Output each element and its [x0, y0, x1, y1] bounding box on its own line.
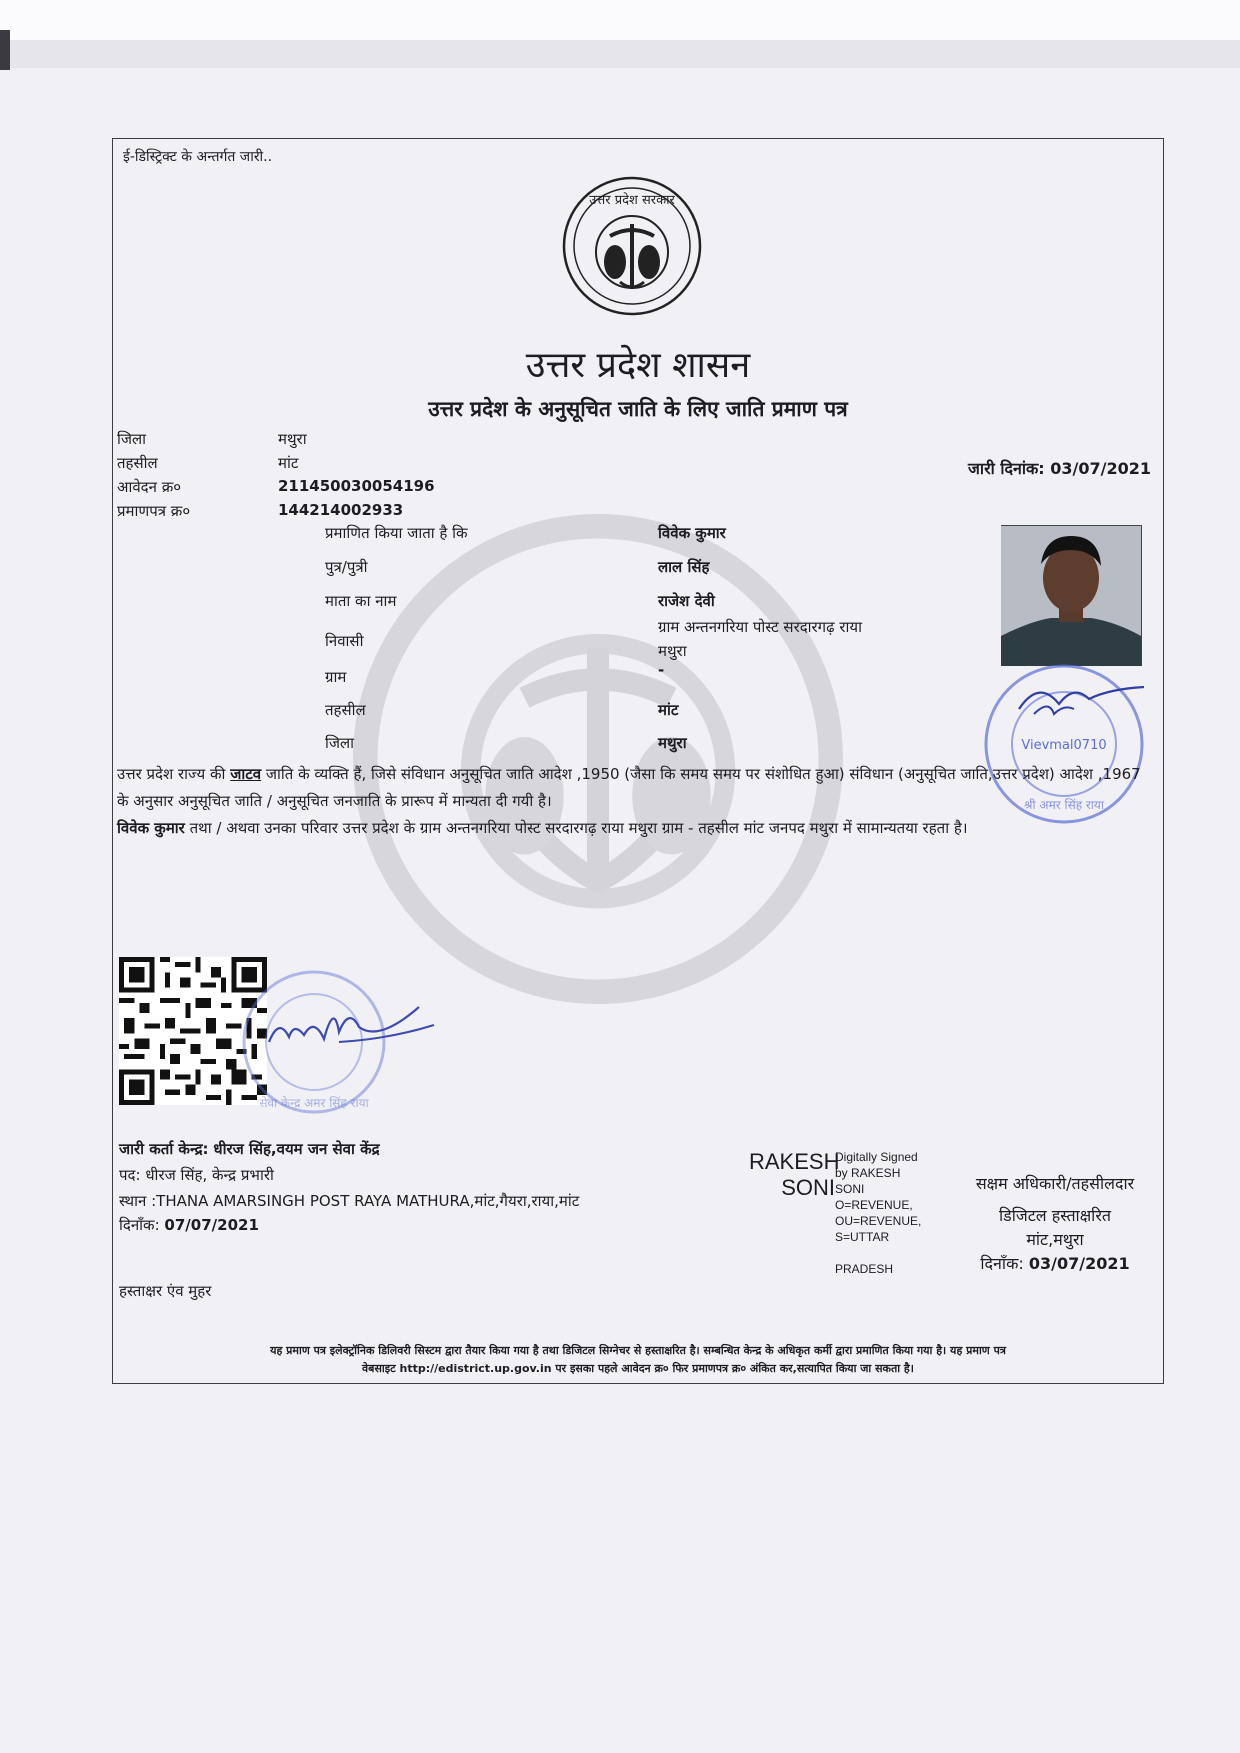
- detail-tehsil-value: मांट: [658, 701, 679, 719]
- caste-statement: [117, 761, 1147, 815]
- tehsil-label: तहसील: [117, 454, 158, 472]
- officer-date-value: 03/07/2021: [1028, 1254, 1130, 1273]
- issuer-date-label: दिनाँक:: [119, 1216, 160, 1234]
- residence-statement-text: तथा / अथवा उनका परिवार उत्तर प्रदेश के ग्राम अन्तनगरिया पोस्ट सरदारगढ़ राया मथुरा ग्राम - तहसील मांट जनपद मथुरा में सामान्यतया रहता है।: [184, 819, 968, 837]
- footer-line2: वेबसाइट http://edistrict.up.gov.in पर इसका पहले आवेदन क्र० फिर प्रमाणपत्र क्र० अंकित कर,सत्यापित किया जा सकता है।: [362, 1362, 914, 1375]
- scan-edge-shadow: [0, 40, 1240, 68]
- mother-label: माता का नाम: [325, 592, 397, 610]
- issuer-place: [119, 1191, 579, 1211]
- village-label: ग्राम: [325, 668, 347, 686]
- svg-text:Vievmal0710: Vievmal0710: [1021, 738, 1107, 753]
- application-label: आवेदन क्र०: [117, 478, 182, 496]
- issue-date: [968, 457, 1151, 479]
- watermark-emblem: [353, 509, 843, 1009]
- tehsil-value: मांट: [278, 454, 299, 472]
- detail-tehsil-label: तहसील: [325, 701, 366, 719]
- issuing-center-value: धीरज सिंह,वयम जन सेवा केंद्र: [213, 1140, 380, 1158]
- village-value: -: [658, 661, 665, 679]
- resident-address-line2: मथुरा: [658, 642, 687, 660]
- district-label: जिला: [117, 430, 147, 448]
- digital-signature-details: Digitally Signed by RAKESH SONI O=REVENUE, OU=REVENUE, S=UTTAR PRADESH: [835, 1150, 922, 1276]
- issuer-place-label: स्थान :: [119, 1192, 157, 1210]
- scan-edge-top: [0, 0, 1240, 40]
- caste-name: जाटव: [230, 765, 262, 783]
- footer-line1: यह प्रमाण पत्र इलेक्ट्रॉनिक डिलिवरी सिस्टम द्वारा तैयार किया गया है तथा डिजिटल सिग्नेचर से हस्ताक्षरित है। सम्बन्धित केन्द्र के अधिकृत कर्मी द्वारा प्रमाणित किया गया है। यह प्रमाण पत्र: [270, 1344, 1006, 1357]
- svg-text:श्री अमर सिंह राया: श्री अमर सिंह राया: [1024, 798, 1104, 812]
- certificate-number-label: प्रमाणपत्र क्र०: [117, 502, 191, 520]
- issuer-date: [119, 1215, 259, 1235]
- issuing-center-label: जारी कर्ता केन्द्र:: [119, 1140, 209, 1158]
- digital-signer-first: RAKESH: [749, 1149, 840, 1174]
- issued-under-text: ई-डिस्ट्रिक्ट के अन्तर्गत जारी..: [123, 149, 273, 165]
- officer-date-label: दिनाँक:: [980, 1254, 1024, 1273]
- scan-edge-left: [0, 30, 10, 70]
- applicant-photo: [1001, 525, 1142, 666]
- caste-statement-prefix: उत्तर प्रदेश राज्य की: [117, 765, 231, 783]
- district-value: मथुरा: [278, 430, 307, 448]
- issuing-center: [119, 1139, 380, 1159]
- digital-signer-name: [749, 1149, 840, 1201]
- officer-place: मांट,मथुरा: [1026, 1230, 1084, 1249]
- issuer-post: [119, 1165, 274, 1185]
- parent-name: लाल सिंह: [658, 558, 710, 576]
- caste-statement-suffix: जाति के व्यक्ति हैं, जिसे संविधान अनुसूचित जाति आदेश ,1950 (जैसा कि समय समय पर संशोधित हुआ) संविधान (अनुसूचित जाति,उत्तर प्रदेश) आदेश ,1967 के अनुसार अनुसूचित जाति / अनुसूचित जनजाति के प्रारूप में मान्यता दी गयी है।: [117, 765, 1141, 810]
- govt-title: उत्तर प्रदेश शासन: [525, 345, 751, 386]
- detail-district-value: मथुरा: [658, 734, 687, 752]
- certificate-frame: [112, 138, 1164, 1384]
- application-number: 211450030054196: [278, 477, 435, 495]
- up-govt-emblem: [560, 174, 704, 318]
- officer-date: [951, 1252, 1159, 1274]
- certificate-title: उत्तर प्रदेश के अनुसूचित जाति के लिए जाति प्रमाण पत्र: [428, 396, 848, 421]
- detail-district-label: जिला: [325, 734, 355, 752]
- verification-footer: [113, 1342, 1163, 1378]
- residence-statement-name: विवेक कुमार: [117, 819, 185, 837]
- residence-statement: [117, 815, 1147, 842]
- issuer-date-value: 07/07/2021: [164, 1216, 259, 1234]
- issuer-stamp-signature: [239, 947, 439, 1127]
- issue-date-value: 03/07/2021: [1050, 459, 1151, 478]
- sign-seal-label: हस्ताक्षर एंव मुहर: [119, 1282, 212, 1300]
- issue-date-label: जारी दिनांक:: [968, 459, 1045, 478]
- resident-label: निवासी: [325, 632, 364, 650]
- issuer-place-value: THANA AMARSINGH POST RAYA MATHURA,मांट,गैयरा,राया,मांट: [156, 1192, 580, 1210]
- officer-designation: सक्षम अधिकारी/तहसीलदार: [975, 1174, 1135, 1193]
- resident-address-line1: ग्राम अन्तनगरिया पोस्ट सरदारगढ़ राया: [658, 618, 862, 636]
- issuer-post-label: पद:: [119, 1166, 141, 1184]
- mother-name: राजेश देवी: [658, 592, 715, 610]
- svg-text:उत्तर प्रदेश सरकार: उत्तर प्रदेश सरकार: [589, 193, 675, 208]
- digitally-signed-label: डिजिटल हस्ताक्षरित: [999, 1206, 1111, 1225]
- issuer-post-value: धीरज सिंह, केन्द्र प्रभारी: [145, 1166, 274, 1184]
- certificate-number: 144214002933: [278, 501, 404, 519]
- digital-signer-last: SONI: [781, 1175, 835, 1200]
- applicant-name: विवेक कुमार: [658, 524, 726, 542]
- parent-label: पुत्र/पुत्री: [325, 558, 368, 576]
- svg-text:सेवा केन्द्र अमर सिंह राया: सेवा केन्द्र अमर सिंह राया: [259, 1096, 369, 1110]
- certified-label: प्रमाणित किया जाता है कि: [325, 524, 468, 542]
